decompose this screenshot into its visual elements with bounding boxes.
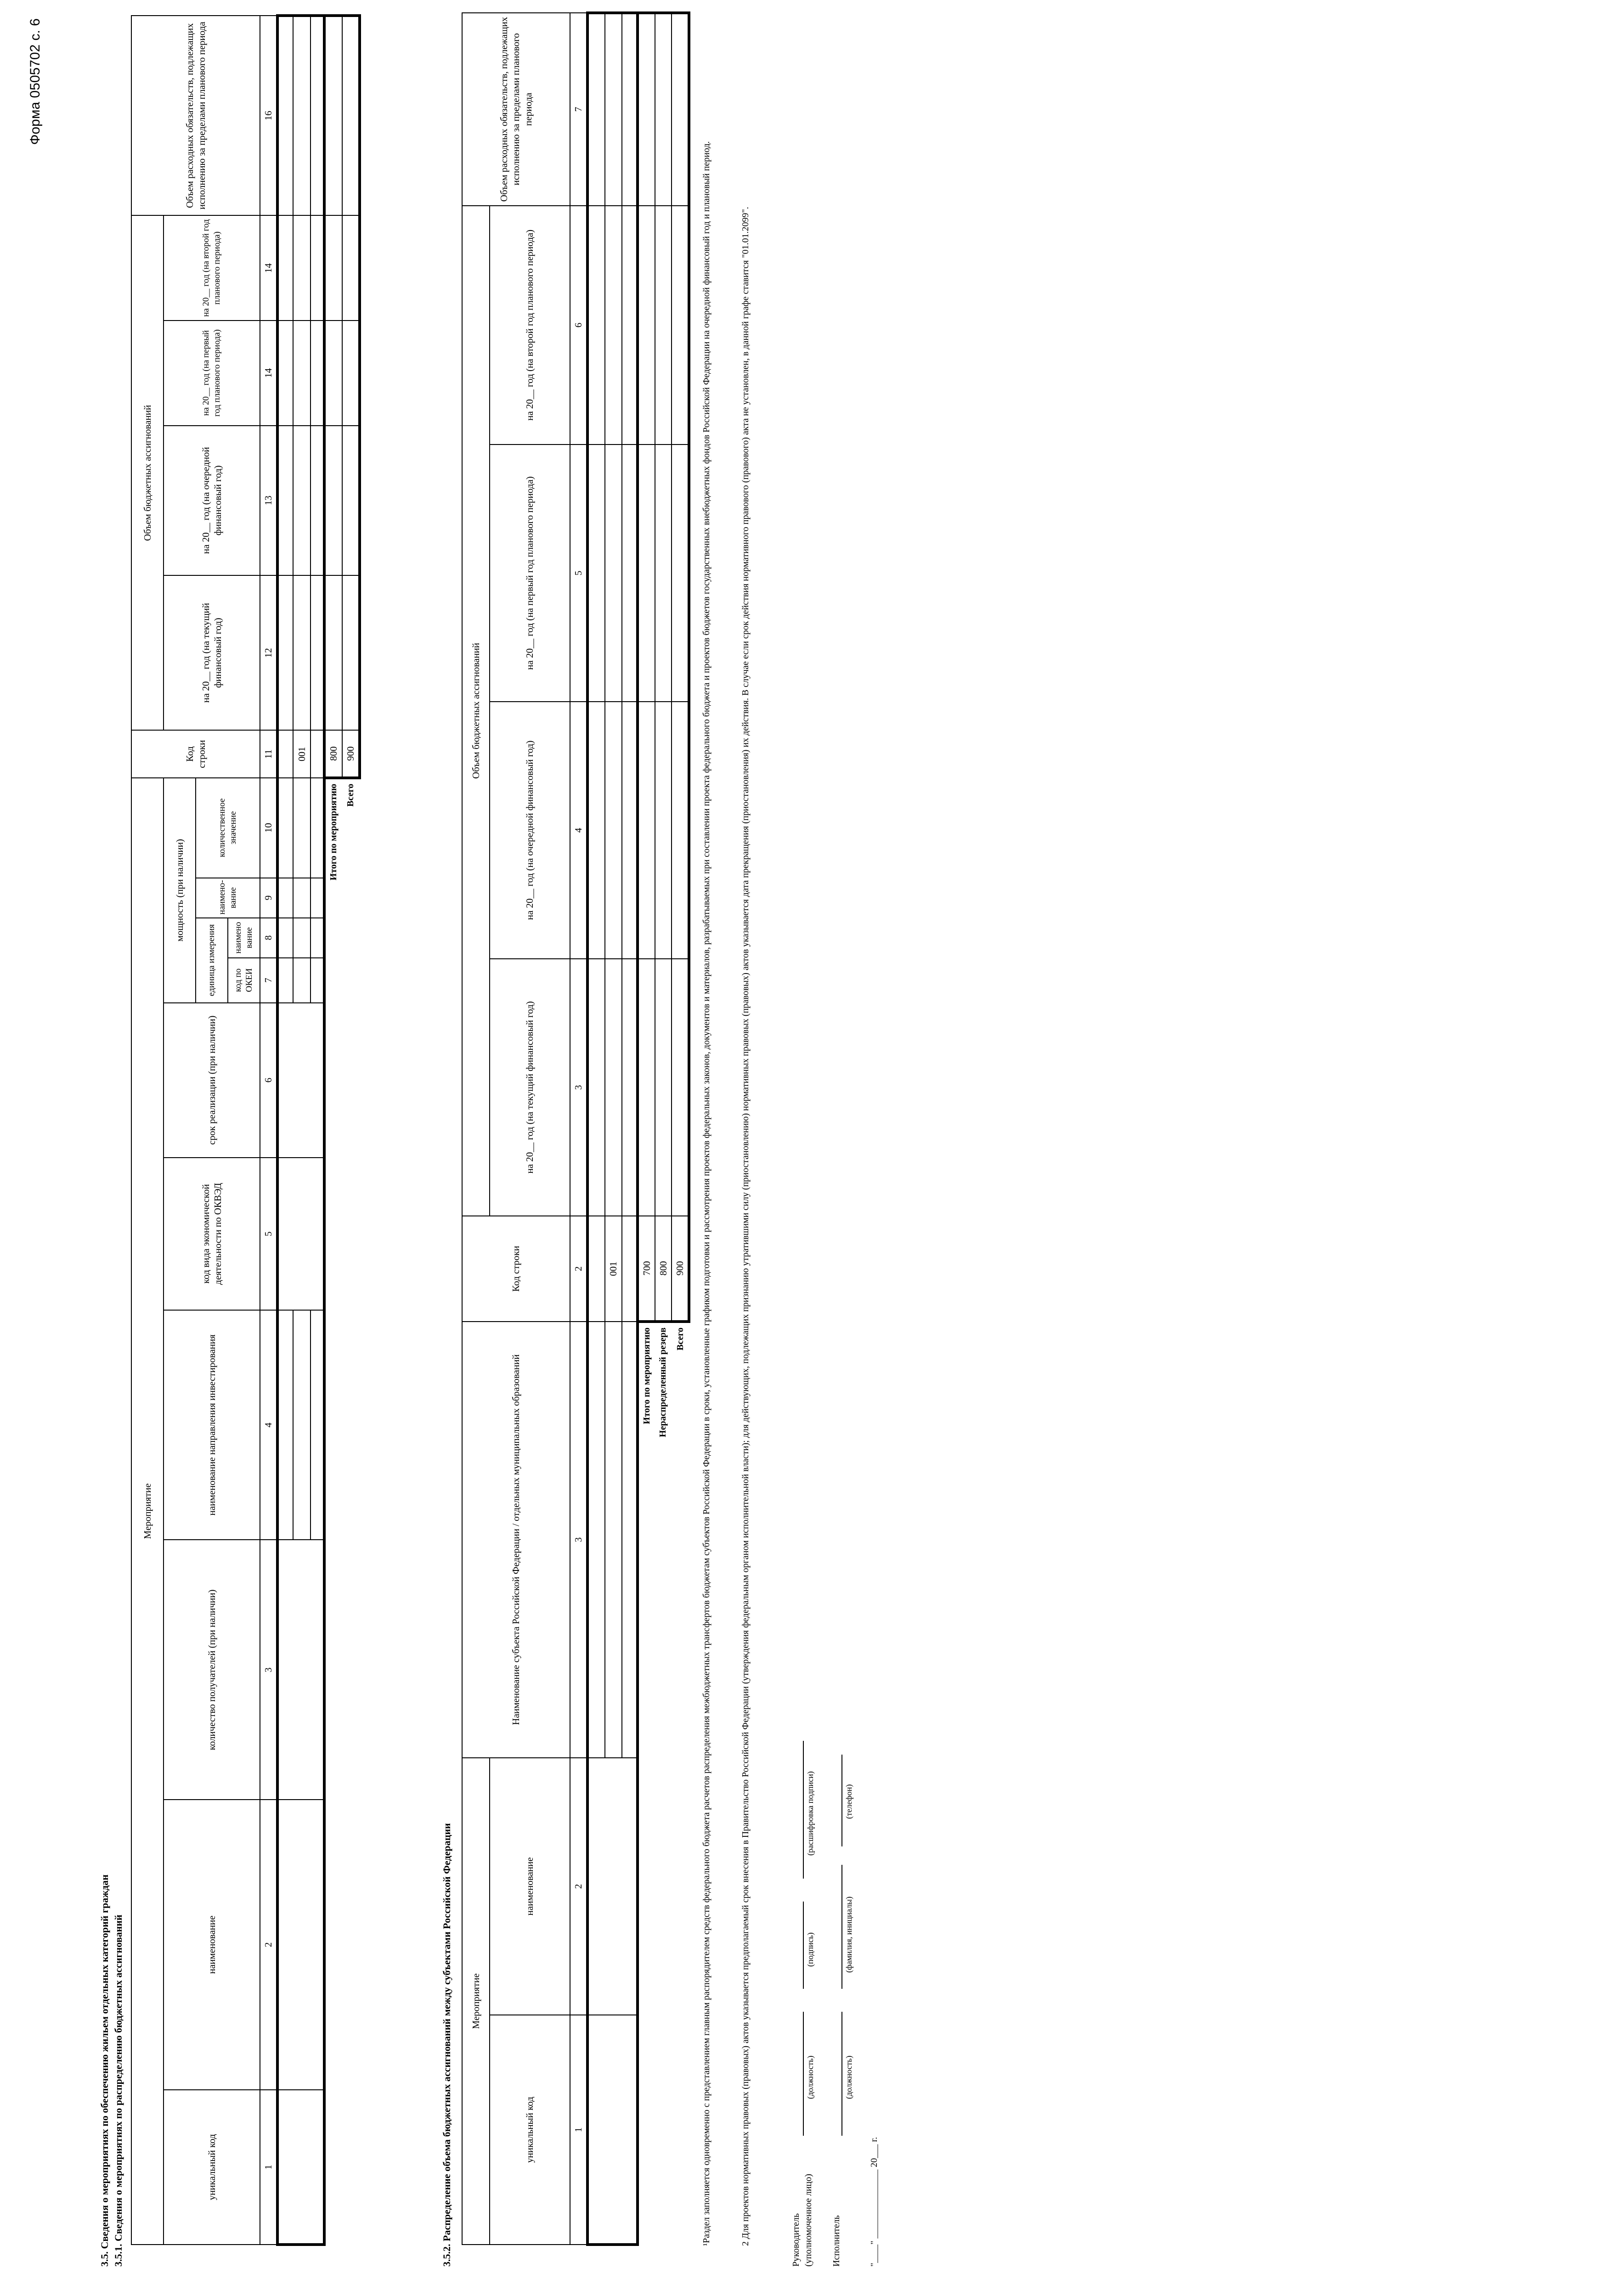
t1-cell-cap-name[interactable]	[277, 878, 293, 918]
t1-colnum: 10	[260, 778, 277, 878]
executor-label: Исполнитель	[831, 2215, 841, 2267]
t1-cell-y-plan1[interactable]	[311, 321, 324, 426]
t1-colnum: 5	[260, 1158, 277, 1310]
head-label	[790, 2174, 815, 2267]
t1-cell-okei[interactable]	[277, 958, 293, 1003]
t1-header-obligations: Объем расходных обязательств, подлежащих исполнению за пределами планового периода	[131, 16, 260, 215]
t1-colnum: 7	[260, 958, 277, 1003]
t1-header-cap-name: наимено- вание	[196, 878, 260, 918]
t1-total-event-y-current[interactable]	[324, 575, 342, 730]
t2-cell-unique-code[interactable]	[587, 2015, 637, 2245]
t2-cell-subject[interactable]	[587, 1322, 605, 1758]
t1-header-y-next: на 20__ год (на очередной финансовый год)	[164, 426, 260, 575]
t2-colnum: 7	[570, 13, 587, 206]
t2-reserve-row	[655, 13, 672, 2245]
t2-colnum: 4	[570, 702, 587, 959]
t2-total-y-current[interactable]	[672, 959, 689, 1216]
t1-header-y-plan2: на 20__ год (на второй год планового периода)	[164, 215, 260, 321]
t2-colnum: 1	[570, 2015, 587, 2245]
t1-column-numbers	[260, 16, 277, 2245]
t1-cell-unit-name[interactable]	[293, 918, 311, 958]
t2-cell-y-plan1[interactable]	[587, 445, 605, 702]
t1-total-event-y-plan2[interactable]	[324, 215, 342, 321]
t2-header-y-current: на 20__ год (на текущий финансовый год)	[490, 959, 570, 1216]
subsection-2-title: 3.5.2. Распределение объема бюджетных ассигнований между субъектами Российской Федерации	[441, 1823, 452, 2267]
t2-header-event: Мероприятие	[462, 1758, 490, 2245]
t1-cell-y-current[interactable]	[311, 575, 324, 730]
t2-header-subject: Наименование субъекта Российской Федерации / отдельных муниципальных образований	[462, 1322, 570, 1758]
t1-cell-y-plan2[interactable]	[293, 215, 311, 321]
t1-cell-cap-qty[interactable]	[293, 778, 311, 878]
t2-total-obligations[interactable]	[672, 13, 689, 206]
t1-total-label: Всего	[345, 783, 356, 807]
t2-header-name: наименование	[490, 1758, 570, 2015]
head-label-line-2: (уполномоченное лицо)	[803, 2173, 813, 2267]
t2-cell-y-current[interactable]	[622, 959, 638, 1216]
t2-total-row	[672, 13, 689, 2245]
t1-cell-recipients[interactable]	[277, 1540, 324, 1800]
t2-total-event-obligations[interactable]	[638, 13, 655, 206]
t2-header-unique-code: уникальный код	[490, 2015, 570, 2245]
t1-cell-row-code	[277, 730, 293, 777]
t2-total-event-y-plan1[interactable]	[638, 445, 655, 702]
t2-cell-y-plan2[interactable]	[605, 206, 621, 445]
t1-colnum: 14	[260, 321, 277, 426]
t1-header-unit-name: наимено вание	[228, 918, 260, 958]
t2-data-row	[587, 13, 605, 2245]
t2-column-numbers	[570, 13, 587, 2245]
head-position-caption: (должность)	[806, 2055, 815, 2099]
t1-colnum: 16	[260, 16, 277, 215]
head-decode-line[interactable]	[803, 1741, 804, 1879]
t2-colnum: 5	[570, 445, 587, 702]
t1-data-row	[277, 16, 293, 2245]
t1-header-unit: единица измерения	[196, 918, 228, 1003]
t1-cell-cap-qty[interactable]	[311, 778, 324, 878]
t1-cell-name[interactable]	[277, 1800, 324, 2089]
t2-reserve-label: Нераспределенный резерв	[658, 1328, 668, 1437]
t1-colnum: 12	[260, 575, 277, 730]
t1-colnum: 11	[260, 730, 277, 777]
t2-cell-subject[interactable]	[622, 1322, 638, 1758]
table-351	[131, 14, 361, 2246]
t1-total-event-row	[324, 16, 342, 2245]
t1-header-okei: код по ОКЕИ	[228, 958, 260, 1003]
t2-cell-row-code	[587, 1216, 605, 1322]
t1-cell-cap-name[interactable]	[293, 878, 311, 918]
t2-total-y-plan2[interactable]	[672, 206, 689, 445]
t1-header-name: наименование	[164, 1800, 260, 2089]
t2-row-code-001: 001	[605, 1216, 621, 1322]
t1-colnum: 6	[260, 1003, 277, 1158]
t1-cell-y-plan2[interactable]	[277, 215, 293, 321]
head-position-line[interactable]	[803, 2012, 804, 2136]
t1-total-code: 900	[342, 730, 360, 777]
t1-total-event-y-plan1[interactable]	[324, 321, 342, 426]
t2-cell-row-code	[622, 1216, 638, 1322]
t2-total-y-next[interactable]	[672, 702, 689, 959]
t2-total-event-label: Итого по мероприятию	[641, 1328, 652, 1424]
footnote-2: 2 Для проектов нормативных правовых (правовых) актов указывается предполагаемый срок внесения в Правительство Российской Федерации (утверждения федеральным органом исполнительной власти); для действующих, подлежащих признанию утратившими силу (приостановлению) нормативных правовых (правовых) актов указывается дата прекращения (приостановления) их действия. В случае если срок действия нормативного правового (правового) акта не установлен, в данной графе ставится "01.01.2099".	[740, 207, 751, 2246]
t2-reserve-y-next[interactable]	[655, 702, 672, 959]
t1-colnum: 3	[260, 1540, 277, 1800]
head-decode-caption: (расшифровка подписи)	[806, 1771, 815, 1856]
t2-header-y-plan1: на 20__ год (на первый год планового периода)	[490, 445, 570, 702]
executor-phone-line[interactable]	[841, 1755, 842, 1846]
t1-row-code-001: 001	[293, 730, 311, 777]
t2-header-y-next: на 20__ год (на очередной финансовый год)	[490, 702, 570, 959]
t1-colnum: 8	[260, 918, 277, 958]
t1-cell-y-current[interactable]	[293, 575, 311, 730]
t1-header-term: срок реализации (при наличии)	[164, 1003, 260, 1158]
t2-cell-y-plan1[interactable]	[622, 445, 638, 702]
t1-cell-y-plan1[interactable]	[277, 321, 293, 426]
section-title: 3.5. Сведения о мероприятиях по обеспечению жильем отдельных категорий граждан	[99, 1874, 110, 2267]
t2-cell-y-plan2[interactable]	[587, 206, 605, 445]
t2-total-label: Всего	[675, 1328, 685, 1351]
t1-cell-investment[interactable]	[293, 1310, 311, 1540]
t1-cell-y-plan2[interactable]	[311, 215, 324, 321]
t1-header-budget: Объем бюджетных ассигнований	[131, 215, 164, 730]
t2-cell-obligations[interactable]	[622, 13, 638, 206]
t1-header-event: Мероприятие	[131, 778, 164, 2245]
t1-cell-y-next[interactable]	[311, 426, 324, 575]
t2-cell-obligations[interactable]	[605, 13, 621, 206]
t2-cell-y-next[interactable]	[622, 702, 638, 959]
executor-position-caption: (должность)	[844, 2055, 853, 2099]
t1-cell-y-plan1[interactable]	[293, 321, 311, 426]
executor-fio-caption: (фамилия, инициалы)	[844, 1896, 853, 1973]
t1-cell-term[interactable]	[277, 1003, 324, 1158]
footnote-1: ¹Раздел заполняется одновременно с представлением главным распорядителем средств федерального бюджета расчетов распределения межбюджетных трансфертов бюджетам субъектов Российской Федерации в сроки, установленные графиком подготовки и рассмотрения проектов федеральных законов, документов и материалов, разрабатываемых при составлении проекта федерального бюджета и проектов бюджетов государственных внебюджетных фондов Российской Федерации на очередной финансовый год и плановый период.	[701, 141, 712, 2246]
head-label-line-1: Руководитель	[791, 2213, 801, 2267]
t2-cell-y-next[interactable]	[587, 702, 605, 959]
t1-cell-obligations[interactable]	[311, 16, 324, 215]
head-signature-line[interactable]	[803, 1902, 804, 1989]
t2-cell-y-next[interactable]	[605, 702, 621, 959]
t2-total-event-row	[638, 13, 655, 2245]
t2-cell-y-plan2[interactable]	[622, 206, 638, 445]
t2-reserve-y-plan2[interactable]	[655, 206, 672, 445]
t1-total-event-obligations[interactable]	[324, 16, 342, 215]
t2-cell-y-current[interactable]	[605, 959, 621, 1216]
t1-colnum: 9	[260, 878, 277, 918]
t1-cell-investment[interactable]	[277, 1310, 293, 1540]
t2-cell-y-plan1[interactable]	[605, 445, 621, 702]
t1-total-y-plan2[interactable]	[342, 215, 360, 321]
t1-colnum: 13	[260, 426, 277, 575]
t1-cell-cap-qty[interactable]	[277, 778, 293, 878]
t2-total-event-y-current[interactable]	[638, 959, 655, 1216]
t1-total-event-code: 800	[324, 730, 342, 777]
t1-cell-okved[interactable]	[277, 1158, 324, 1310]
t1-colnum: 14	[260, 215, 277, 321]
t1-cell-y-next[interactable]	[277, 426, 293, 575]
t2-header-y-plan2: на 20__ год (на второй год планового периода)	[490, 206, 570, 445]
t1-colnum: 1	[260, 2090, 277, 2245]
t2-colnum: 2	[570, 1216, 587, 1322]
t2-reserve-obligations[interactable]	[655, 13, 672, 206]
t2-colnum: 3	[570, 959, 587, 1216]
t1-total-event-label: Итого по мероприятию	[328, 783, 339, 881]
t1-cell-unique-code[interactable]	[277, 2090, 324, 2245]
t1-cell-okei[interactable]	[311, 958, 324, 1003]
t1-cell-y-current[interactable]	[277, 575, 293, 730]
t2-total-event-y-next[interactable]	[638, 702, 655, 959]
t2-colnum: 2	[570, 1758, 587, 2015]
t1-header-okved: код вида экономической деятельности по ОКВЭД	[164, 1158, 260, 1310]
t2-cell-subject[interactable]	[605, 1322, 621, 1758]
head-signature-caption: (подпись)	[806, 1932, 815, 1967]
t1-cell-obligations[interactable]	[293, 16, 311, 215]
t2-total-code: 900	[672, 1216, 689, 1322]
t1-header-investment: наименование направления инвестирования	[164, 1310, 260, 1540]
t1-header-row-code: Код строки	[131, 730, 260, 777]
t1-cell-unit-name[interactable]	[277, 918, 293, 958]
t1-header-cap-qty: количественное значение	[196, 778, 260, 878]
t1-cell-obligations[interactable]	[277, 16, 293, 215]
t1-header-recipients: количество получателей (при наличии)	[164, 1540, 260, 1800]
t1-header-y-current: на 20__ год (на текущий финансовый год)	[164, 575, 260, 730]
executor-fio-line[interactable]	[841, 1865, 842, 1989]
subsection-1-title: 3.5.1. Сведения о мероприятиях по распределению бюджетных ассигнований	[113, 1914, 124, 2267]
t1-cell-unit-name[interactable]	[311, 918, 324, 958]
t1-cell-row-code	[311, 730, 324, 777]
t2-cell-name[interactable]	[587, 1758, 637, 2015]
t2-total-event-y-plan2[interactable]	[638, 206, 655, 445]
t1-cell-cap-name[interactable]	[311, 878, 324, 918]
t1-cell-y-next[interactable]	[293, 426, 311, 575]
t2-header-obligations: Объем расходных обязательств, подлежащих исполнению за пределами планового периода	[462, 13, 570, 206]
t1-total-y-next[interactable]	[342, 426, 360, 575]
t2-total-event-code: 700	[638, 1216, 655, 1322]
t2-reserve-y-plan1[interactable]	[655, 445, 672, 702]
t1-total-y-current[interactable]	[342, 575, 360, 730]
executor-phone-caption: (телефон)	[844, 1784, 853, 1819]
t2-colnum: 6	[570, 206, 587, 445]
executor-position-line[interactable]	[841, 2012, 842, 2136]
date-line[interactable]: "____" _______________ 20___ г.	[869, 2137, 879, 2267]
t2-total-y-plan1[interactable]	[672, 445, 689, 702]
t2-cell-y-current[interactable]	[587, 959, 605, 1216]
t2-header-budget: Объем бюджетных ассигнований	[462, 206, 490, 1216]
t1-header-capacity: мощность (при наличии)	[164, 778, 196, 1003]
t1-cell-investment[interactable]	[311, 1310, 324, 1540]
t1-total-y-plan1[interactable]	[342, 321, 360, 426]
table-352	[462, 11, 690, 2246]
t2-header-row-code: Код строки	[462, 1216, 570, 1322]
t1-total-event-y-next[interactable]	[324, 426, 342, 575]
t1-total-row	[342, 16, 360, 2245]
t1-colnum: 4	[260, 1310, 277, 1540]
t2-reserve-y-current[interactable]	[655, 959, 672, 1216]
form-label: Форма 0505702 с. 6	[28, 18, 43, 145]
t2-colnum: 3	[570, 1322, 587, 1758]
t1-colnum: 2	[260, 1800, 277, 2089]
t1-header-unique-code: уникальный код	[164, 2090, 260, 2245]
t1-header-y-plan1: на 20__ год (на первый год планового периода)	[164, 321, 260, 426]
t2-cell-obligations[interactable]	[587, 13, 605, 206]
t2-reserve-code: 800	[655, 1216, 672, 1322]
t1-total-obligations[interactable]	[342, 16, 360, 215]
t1-cell-okei[interactable]	[293, 958, 311, 1003]
